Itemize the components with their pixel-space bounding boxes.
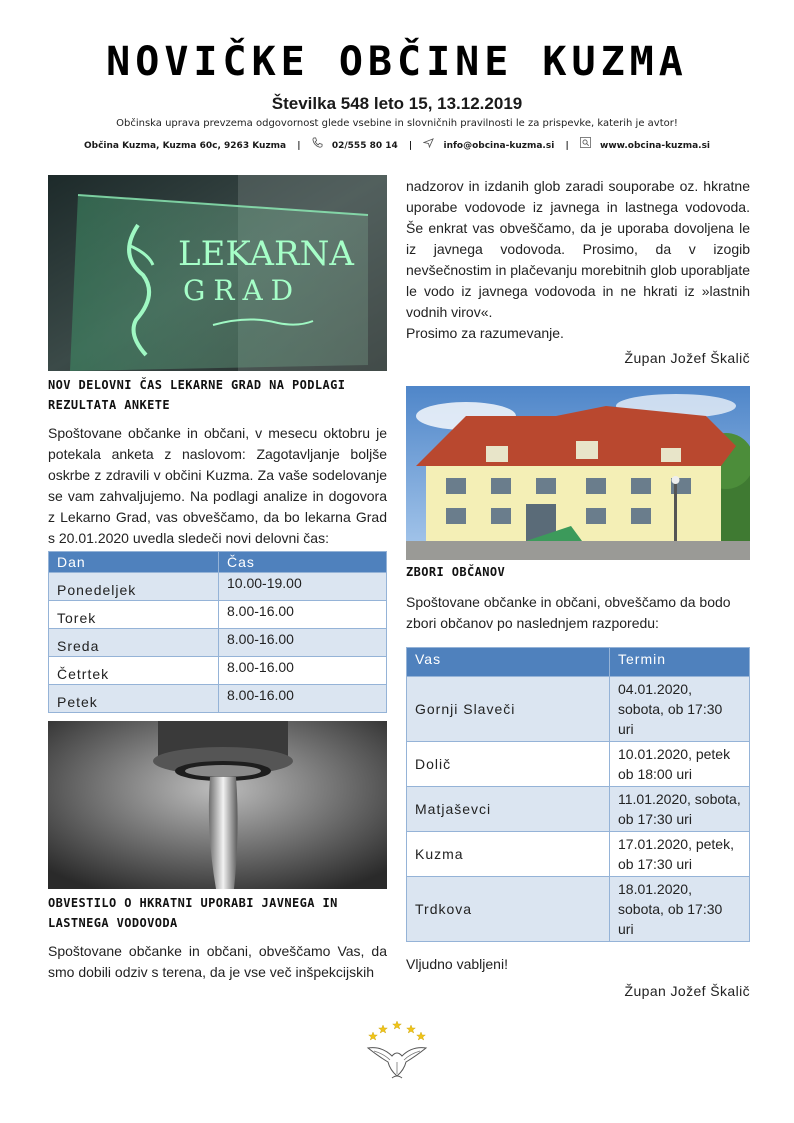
website[interactable]: www.obcina-kuzma.si bbox=[600, 141, 711, 151]
table-row bbox=[49, 601, 387, 629]
municipality-building-photo bbox=[406, 386, 750, 560]
separator: | bbox=[565, 141, 569, 151]
table-header-row bbox=[407, 648, 750, 677]
table-cell: 18.01.2020, sobota, ob 17:30 uri bbox=[610, 877, 750, 942]
table-row bbox=[49, 657, 387, 685]
table-cell: Dolič bbox=[407, 742, 610, 787]
water-tap-photo bbox=[48, 721, 387, 889]
right-column bbox=[406, 175, 750, 999]
table-cell: 8.00-16.00 bbox=[219, 657, 387, 685]
table-cell: Matjaševci bbox=[407, 787, 610, 832]
sign-text-2: GRAD bbox=[183, 274, 302, 307]
table-cell: 11.01.2020, sobota, ob 17:30 uri bbox=[610, 787, 750, 832]
water-headline: OBVESTILO O HKRATNI UPORABI JAVNEGA IN LASTNEGA VODOVODA bbox=[48, 896, 338, 930]
meetings-schedule-table bbox=[406, 647, 750, 942]
column-header: Termin bbox=[610, 648, 750, 677]
table-cell: Gornji Slaveči bbox=[407, 677, 610, 742]
pharmacy-hours-table bbox=[48, 551, 387, 713]
issue-line: Številka 548 leto 15, 13.12.2019 bbox=[271, 94, 523, 113]
water-body-continued: nadzorov in izdanih glob zaradi souporabe oz. hkratne uporabe vodovode iz javnega in lastnega vodovoda. Še enkrat vas obveščamo, da je uporaba dovoljena le iz javnega vodovoda. Prosimo, da v izogib nevšečnostim in plačevanju morebitnih glob uporabljate le vodo iz javnega vodovoda in ne hkrati iz »lastnih vodnih virov«. bbox=[406, 178, 750, 320]
table-row bbox=[49, 573, 387, 601]
table-header-row bbox=[49, 552, 387, 573]
newsletter-title: NOVIČKE OBČINE KUZMA bbox=[106, 39, 688, 85]
table-cell: Petek bbox=[49, 685, 219, 713]
separator: | bbox=[408, 141, 413, 151]
table-cell: 17.01.2020, petek, ob 17:30 uri bbox=[610, 832, 750, 877]
address: Občina Kuzma, Kuzma 60c, 9263 Kuzma bbox=[83, 141, 287, 151]
web-icon bbox=[580, 137, 591, 151]
table-cell: Torek bbox=[49, 601, 219, 629]
column-header: Čas bbox=[219, 552, 387, 573]
table-cell: Trdkova bbox=[407, 877, 610, 942]
left-column bbox=[48, 175, 387, 983]
separator: | bbox=[297, 141, 301, 151]
pharmacy-headline: NOV DELOVNI ČAS LEKARNE GRAD NA PODLAGI REZULTATA ANKETE bbox=[48, 378, 346, 412]
sign-text-1: LEKARNA bbox=[178, 234, 354, 274]
table-row bbox=[407, 787, 750, 832]
masthead bbox=[0, 36, 794, 151]
table-row bbox=[49, 685, 387, 713]
table-row bbox=[407, 677, 750, 742]
table-row bbox=[407, 877, 750, 942]
column-header: Vas bbox=[407, 648, 610, 677]
email-icon bbox=[423, 137, 434, 151]
table-row bbox=[407, 742, 750, 787]
meetings-headline: ZBORI OBČANOV bbox=[406, 565, 506, 579]
email-address[interactable]: info@obcina-kuzma.si bbox=[443, 141, 555, 151]
column-header: Dan bbox=[49, 552, 219, 573]
pharmacy-body: Spoštovane občanke in občani, v mesecu oktobru je potekala anketa z naslovom: Zagotavljanje boljše oskrbe z zdravili v občini Kuzma. Za vaše sodelovanje se vam zahvaljujemo. Na podlagi analize in dogovora z Lekarno Grad, vas obveščamo, da bo lekarna Grad s 20.01.2020 uvedla sledeči novi delovni čas: bbox=[48, 425, 387, 546]
phone-icon bbox=[312, 137, 323, 151]
table-cell: 8.00-16.00 bbox=[219, 629, 387, 657]
table-cell: 10.00-19.00 bbox=[219, 573, 387, 601]
table-cell: 8.00-16.00 bbox=[219, 685, 387, 713]
table-cell: Ponedeljek bbox=[49, 573, 219, 601]
table-row bbox=[49, 629, 387, 657]
meetings-closing: Vljudno vabljeni! bbox=[406, 956, 508, 972]
phone-number: 02/555 80 14 bbox=[331, 141, 398, 151]
table-cell: 8.00-16.00 bbox=[219, 601, 387, 629]
table-cell: Četrtek bbox=[49, 657, 219, 685]
water-closing: Prosimo za razumevanje. bbox=[406, 325, 564, 341]
water-body-start: Spoštovane občanke in občani, obveščamo Vas, da smo dobili odziv s terena, da je vse več inšpekcijskih bbox=[48, 943, 387, 980]
contact-bar bbox=[0, 137, 794, 151]
municipality-dove-logo-icon bbox=[364, 1016, 430, 1082]
table-cell: 10.01.2020, petek ob 18:00 uri bbox=[610, 742, 750, 787]
table-cell: Kuzma bbox=[407, 832, 610, 877]
pharmacy-sign-photo bbox=[48, 175, 387, 371]
table-cell: 04.01.2020, sobota, ob 17:30 uri bbox=[610, 677, 750, 742]
disclaimer: Občinska uprava prevzema odgovornost glede vsebine in slovničnih pravilnosti le za prispevke, katerih je avtor! bbox=[116, 118, 678, 129]
water-signature: Župan Jožef Škalič bbox=[624, 350, 750, 366]
table-cell: Sreda bbox=[49, 629, 219, 657]
meetings-signature: Župan Jožef Škalič bbox=[624, 983, 750, 999]
table-row bbox=[407, 832, 750, 877]
meetings-body: Spoštovane občanke in občani, obveščamo da bodo zbori občanov po naslednjem razporedu: bbox=[406, 594, 731, 631]
